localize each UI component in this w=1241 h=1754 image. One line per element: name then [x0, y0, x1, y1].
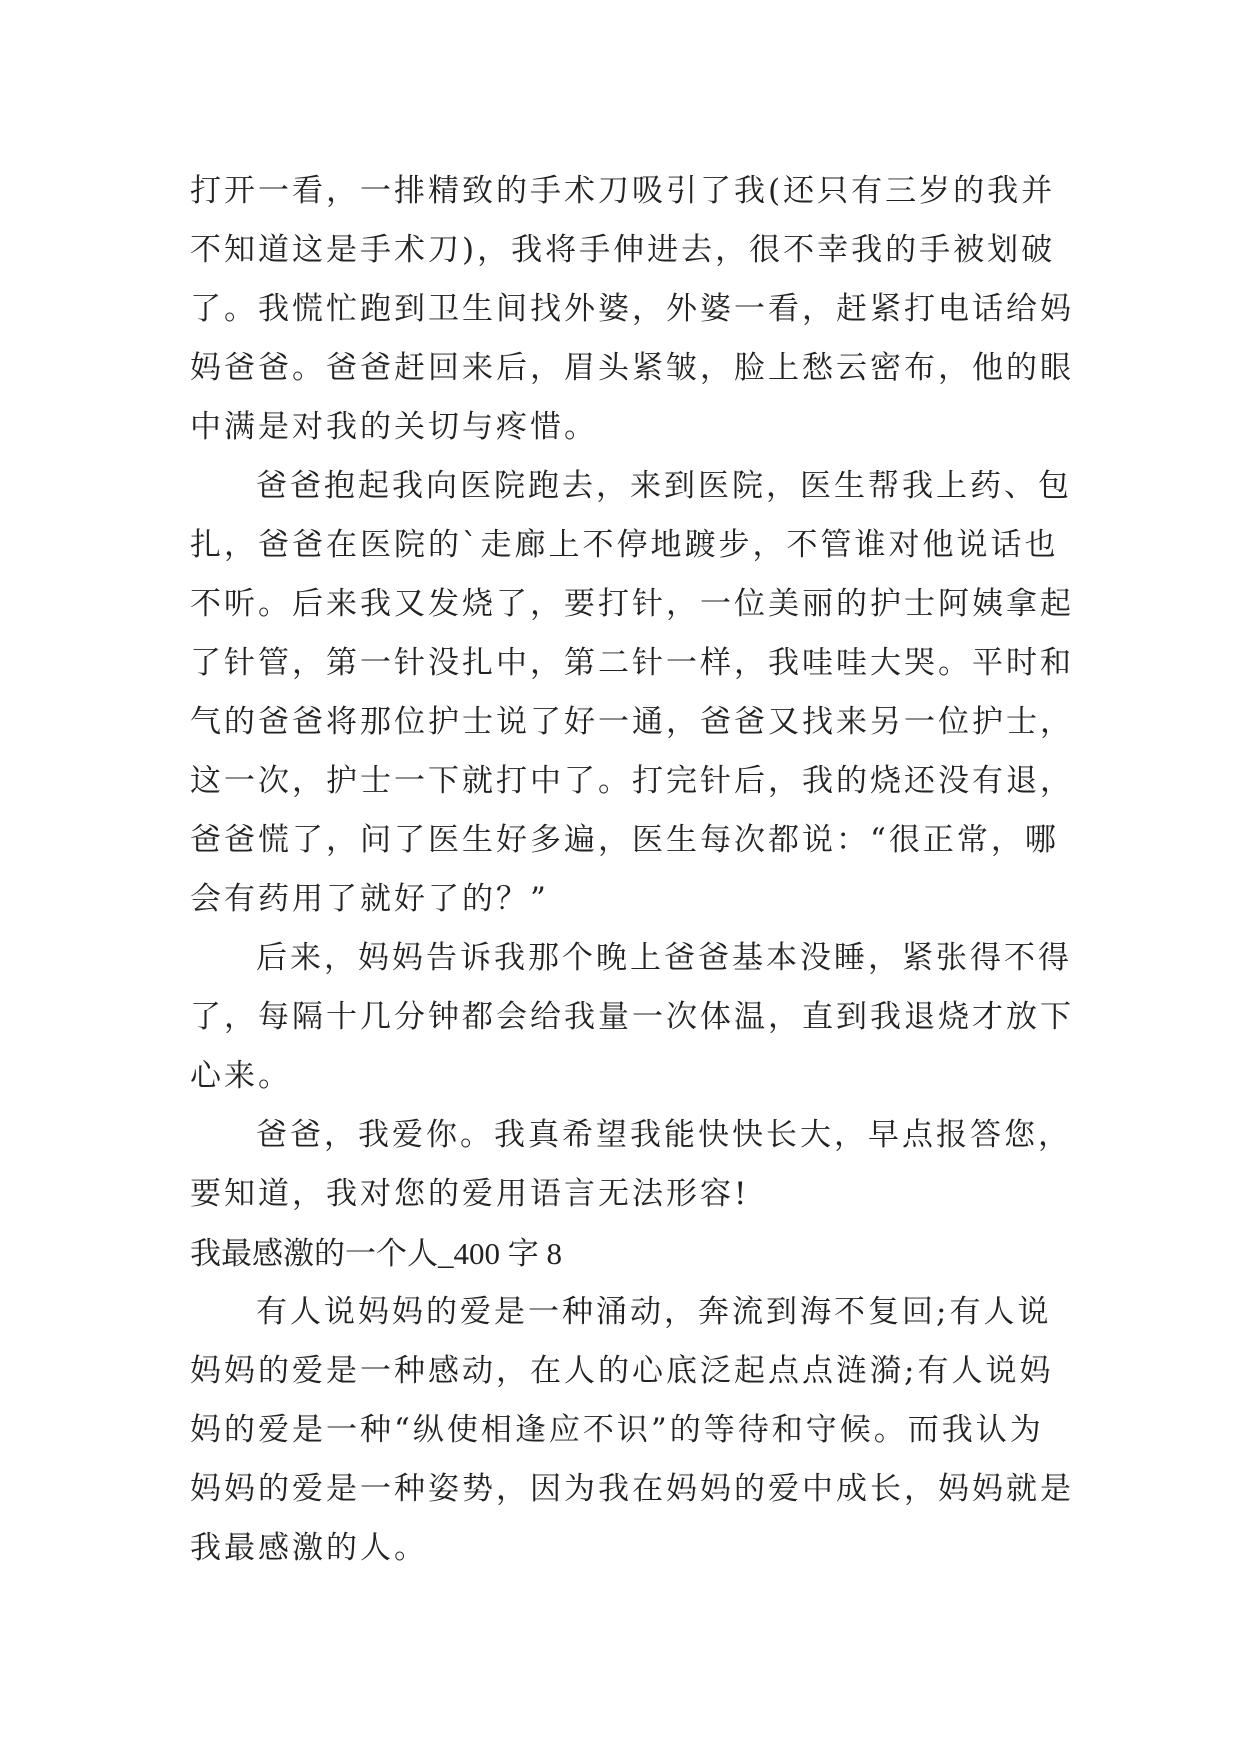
text-line: 妈爸爸。爸爸赶回来后，眉头紧皱，脸上愁云密布，他的眼 — [190, 350, 1074, 386]
text-line: 有人说妈妈的爱是一种涌动，奔流到海不复回;有人说 — [256, 1294, 1052, 1330]
text-line: 了针管，第一针没扎中，第二针一样，我哇哇大哭。平时和 — [190, 645, 1074, 681]
paragraph — [190, 162, 1074, 457]
text-line: 爸爸抱起我向医院跑去，来到医院，医生帮我上药、包 — [256, 468, 1072, 504]
text-line: 气的爸爸将那位护士说了好一通，爸爸又找来另一位护士， — [190, 704, 1074, 740]
text-line: 妈妈的爱是一种感动，在人的心底泛起点点涟漪;有人说妈 — [190, 1353, 1054, 1389]
text-line: 了，每隔十几分钟都会给我量一次体温，直到我退烧才放下 — [190, 999, 1074, 1035]
text-line: 扎，爸爸在医院的`走廊上不停地踱步，不管谁对他说话也 — [190, 527, 1059, 563]
text-line: 妈妈的爱是一种姿势，因为我在妈妈的爱中成长，妈妈就是 — [190, 1471, 1074, 1507]
text-line: 爸爸，我爱你。我真希望我能快快长大，早点报答您， — [256, 1117, 1072, 1153]
paragraph — [190, 929, 1074, 1106]
text-line: 了。我慌忙跑到卫生间找外婆，外婆一看，赶紧打电话给妈 — [190, 291, 1074, 327]
text-line: 妈的爱是一种“纵使相逢应不识”的等待和守候。而我认为 — [190, 1412, 1044, 1448]
text-line: 后来，妈妈告诉我那个晚上爸爸基本没睡，紧张得不得 — [256, 940, 1072, 976]
text-line: 我最感激的人。 — [190, 1530, 428, 1566]
text-line: 不听。后来我又发烧了，要打针，一位美丽的护士阿姨拿起 — [190, 586, 1074, 622]
section-title: 我最感激的一个人_400 字 8 — [190, 1236, 562, 1271]
text-line: 这一次，护士一下就打中了。打完针后，我的烧还没有退， — [190, 763, 1074, 799]
text-line: 要知道，我对您的爱用语言无法形容! — [190, 1176, 750, 1212]
paragraph — [190, 1106, 1070, 1224]
text-line: 会有药用了就好了的？” — [190, 881, 549, 917]
paragraph — [190, 1283, 1074, 1578]
text-line: 爸爸慌了，问了医生好多遍，医生每次都说：“很正常，哪 — [190, 822, 1059, 858]
paragraph — [190, 457, 1074, 929]
text-line: 打开一看，一排精致的手术刀吸引了我(还只有三岁的我并 — [190, 173, 1056, 209]
text-line: 不知道这是手术刀)，我将手伸进去，很不幸我的手被划破 — [190, 232, 1056, 268]
document-body — [190, 162, 1074, 1578]
text-line: 心来。 — [190, 1058, 292, 1094]
text-line: 中满是对我的关切与疼惜。 — [190, 409, 598, 445]
